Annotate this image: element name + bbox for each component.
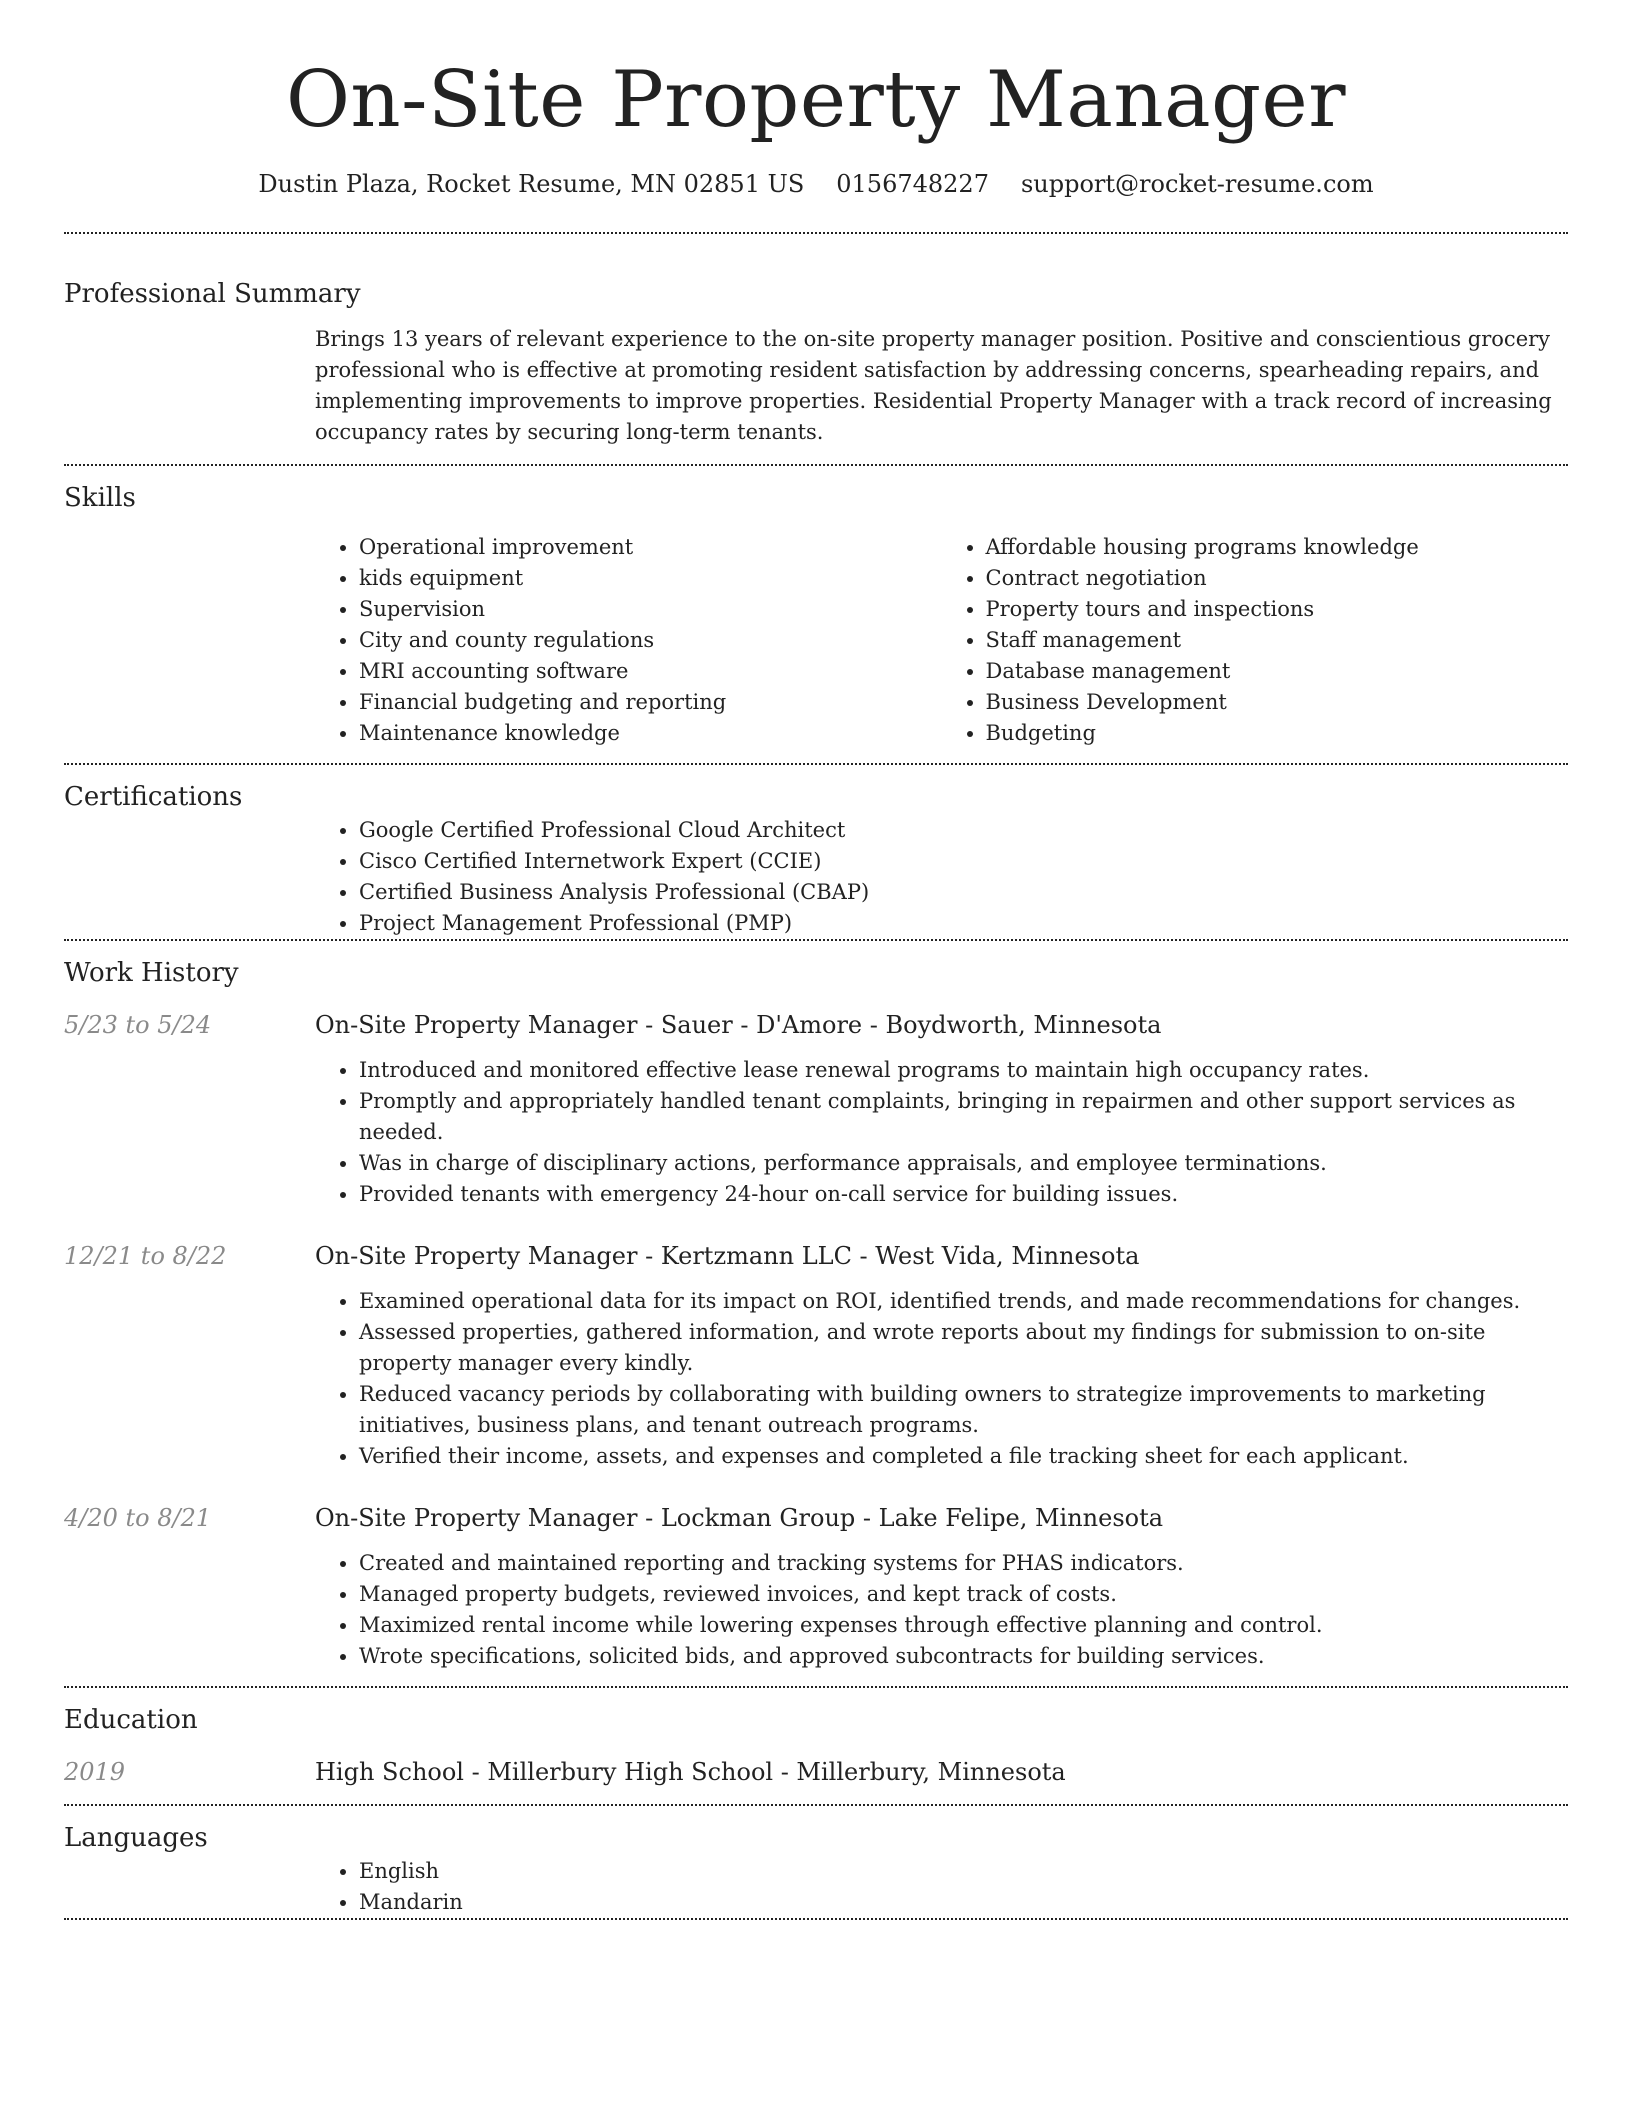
languages-section (64, 1806, 1568, 1920)
languages-heading: Languages (64, 1823, 208, 1853)
skill-item: • Maintenance knowledge (359, 718, 942, 749)
skill-item: • Financial budgeting and reporting (359, 687, 942, 718)
skill-item: • kids equipment (359, 563, 942, 594)
resume-header (64, 0, 1568, 234)
summary-section (64, 234, 1568, 466)
job-entry (64, 1009, 1568, 1210)
job-bullet: • Promptly and appropriately handled tenant complaints, bringing in repairmen and other support services as needed. (359, 1086, 1568, 1148)
skill-item: • MRI accounting software (359, 656, 942, 687)
job-bullet: • Verified their income, assets, and expenses and completed a file tracking sheet for each applicant. (359, 1441, 1568, 1472)
job-bullets (315, 1548, 1568, 1672)
skill-item: • Operational improvement (359, 532, 942, 563)
job-bullet: • Examined operational data for its impact on ROI, identified trends, and made recommendations for changes. (359, 1286, 1568, 1317)
section-divider (64, 1918, 1568, 1920)
language-item: • English (359, 1856, 1568, 1887)
summary-text: Brings 13 years of relevant experience to the on-site property manager position. Positive and conscientious grocery professional who is effective at promoting resident satisfaction by addressing concerns, spearheading repairs, and implementing improvements to improve properties. Residential Property Manager with a track record of increasing occupancy rates by securing long-term tenants. (315, 327, 1552, 444)
skill-item: • Staff management (986, 625, 1569, 656)
job-bullet: • Provided tenants with emergency 24-hour on-call service for building issues. (359, 1179, 1568, 1210)
certification-item: • Cisco Certified Internetwork Expert (CCIE) (359, 846, 1568, 877)
certifications-heading: Certifications (64, 782, 243, 812)
job-bullet: • Assessed properties, gathered information, and wrote reports about my findings for submission to on-site property manager every kindly. (359, 1317, 1568, 1379)
contact-line (64, 170, 1568, 198)
education-section (64, 1688, 1568, 1806)
candidate-title: On-Site Property Manager (285, 55, 1346, 145)
job-bullet: • Created and maintained reporting and tracking systems for PHAS indicators. (359, 1548, 1568, 1579)
skills-list-left (315, 532, 942, 749)
job-bullet: • Reduced vacancy periods by collaborating with building owners to strategize improvements to marketing initiatives, business plans, and tenant outreach programs. (359, 1379, 1568, 1441)
job-bullet: • Managed property budgets, reviewed invoices, and kept track of costs. (359, 1579, 1568, 1610)
skills-section (64, 466, 1568, 765)
contact-phone: 0156748227 (836, 170, 989, 198)
job-heading: On-Site Property Manager - Lockman Group - Lake Felipe, Minnesota (315, 1504, 1164, 1532)
language-item: • Mandarin (359, 1887, 1568, 1918)
certification-item: • Project Management Professional (PMP) (359, 908, 1568, 939)
contact-email: support@rocket-resume.com (1020, 170, 1374, 198)
job-bullet: • Wrote specifications, solicited bids, and approved subcontracts for building services. (359, 1641, 1568, 1672)
job-heading: On-Site Property Manager - Kertzmann LLC - West Vida, Minnesota (315, 1242, 1140, 1270)
certifications-section (64, 765, 1568, 941)
certifications-list (315, 815, 1568, 939)
job-bullets (315, 1055, 1568, 1210)
certification-item: • Google Certified Professional Cloud Architect (359, 815, 1568, 846)
skill-item: • Business Development (986, 687, 1569, 718)
skill-item: • Supervision (359, 594, 942, 625)
skill-item: • Contract negotiation (986, 563, 1569, 594)
certification-item: • Certified Business Analysis Professional (CBAP) (359, 877, 1568, 908)
job-bullet: • Was in charge of disciplinary actions, performance appraisals, and employee terminations. (359, 1148, 1568, 1179)
skills-heading: Skills (64, 483, 136, 513)
skill-item: • Database management (986, 656, 1569, 687)
work-history-section (64, 941, 1568, 1688)
languages-list (315, 1856, 1568, 1918)
job-dates: 12/21 to 8/22 (64, 1242, 227, 1270)
skill-item: • Affordable housing programs knowledge (986, 532, 1569, 563)
job-bullet: • Introduced and monitored effective lease renewal programs to maintain high occupancy rates. (359, 1055, 1568, 1086)
job-dates: 4/20 to 8/21 (64, 1504, 212, 1532)
education-heading: Education (64, 1705, 198, 1735)
skill-item: • Budgeting (986, 718, 1569, 749)
contact-address: Dustin Plaza, Rocket Resume, MN 02851 US (258, 170, 805, 198)
work-history-heading: Work History (64, 958, 239, 988)
education-year: 2019 (64, 1758, 126, 1786)
job-heading: On-Site Property Manager - Sauer - D'Amore - Boydworth, Minnesota (315, 1011, 1162, 1039)
job-bullets (315, 1286, 1568, 1472)
education-heading-line: High School - Millerbury High School - Millerbury, Minnesota (315, 1758, 1066, 1786)
job-entry (64, 1240, 1568, 1472)
skill-item: • City and county regulations (359, 625, 942, 656)
summary-heading: Professional Summary (64, 279, 361, 309)
job-bullet: • Maximized rental income while lowering expenses through effective planning and control. (359, 1610, 1568, 1641)
skills-grid (315, 532, 1568, 749)
skills-list-right (942, 532, 1569, 749)
job-entry (64, 1502, 1568, 1672)
job-dates: 5/23 to 5/24 (64, 1011, 212, 1039)
skill-item: • Property tours and inspections (986, 594, 1569, 625)
